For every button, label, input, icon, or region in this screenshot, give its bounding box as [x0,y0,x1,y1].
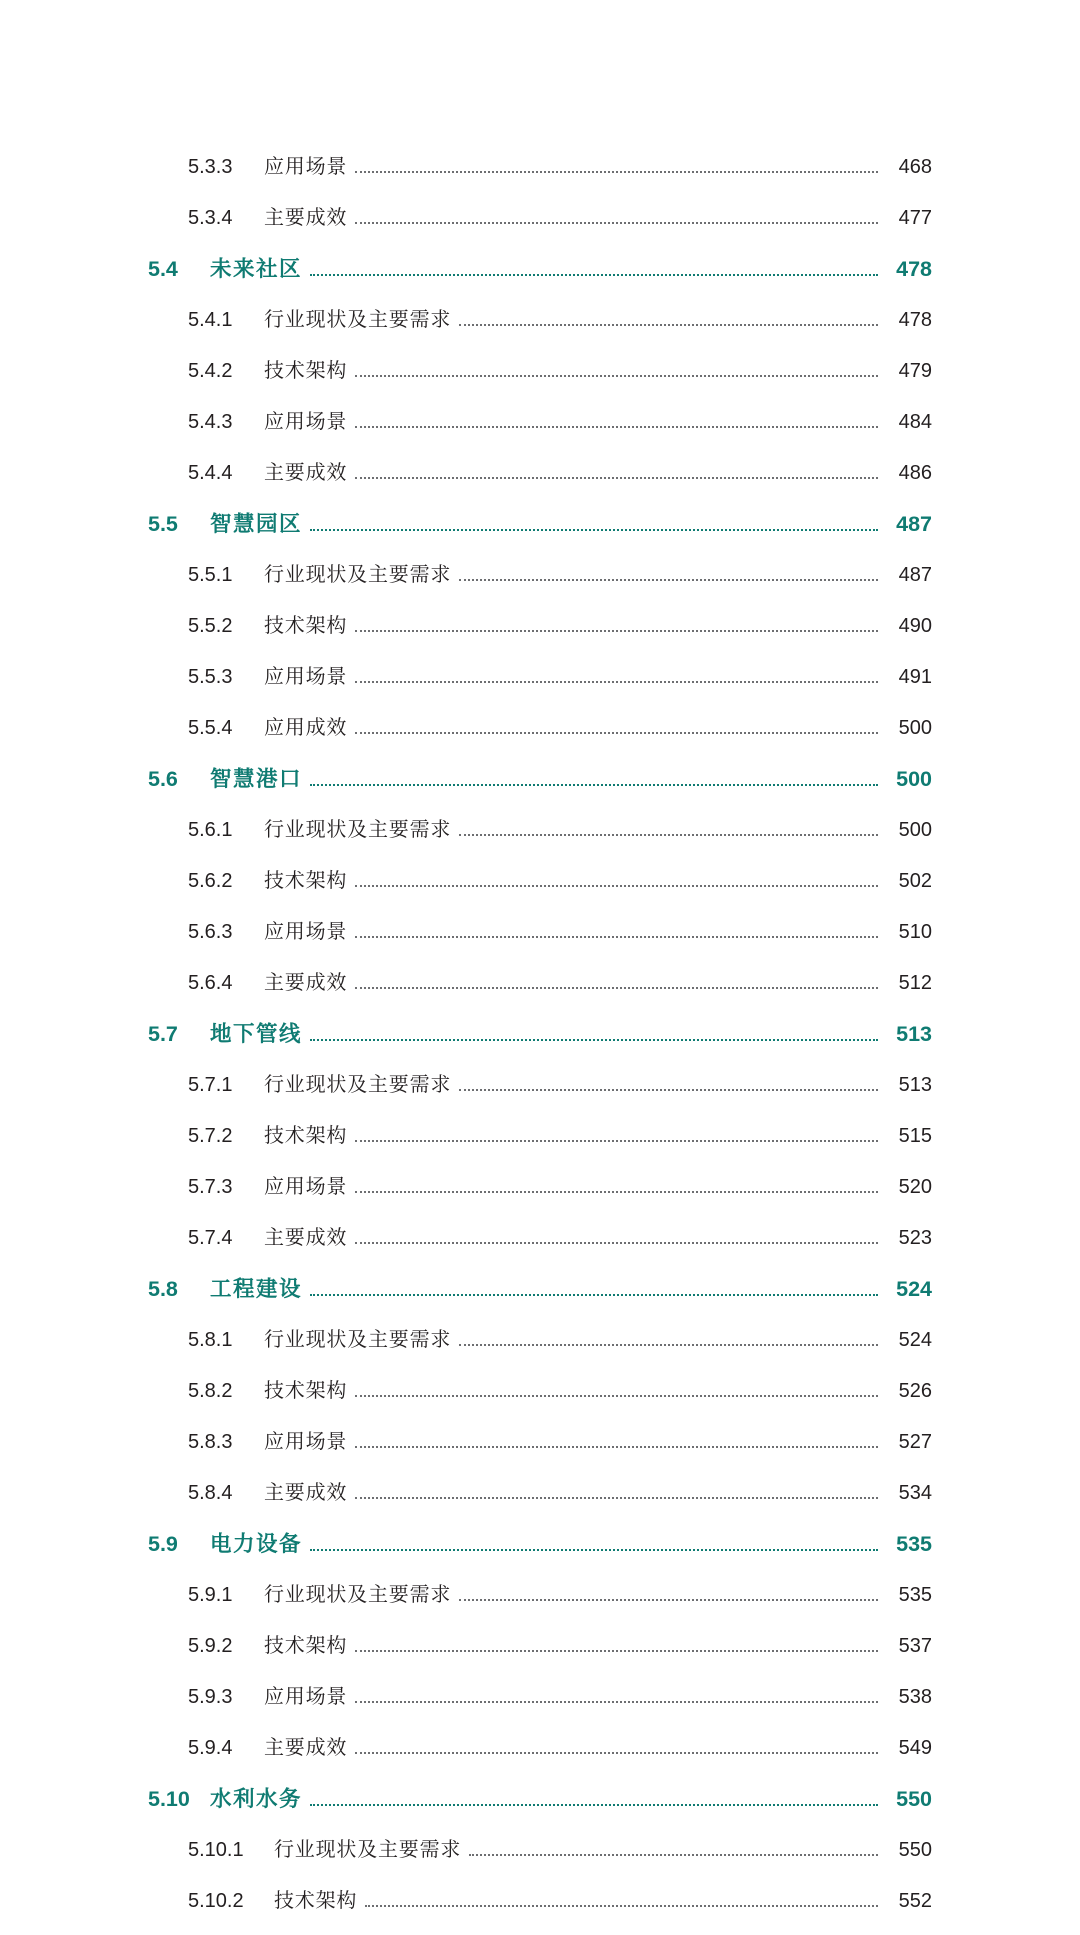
toc-entry[interactable] [148,1374,932,1425]
toc-entry-title: 应用场景 [264,1686,348,1708]
toc-entry-number: 5.6.4 [188,972,233,994]
toc-entry[interactable] [148,558,932,609]
toc-entry-number: 5.10.1 [188,1839,244,1861]
toc-entry-number: 5.5.3 [188,666,233,688]
toc-entry[interactable] [148,252,932,303]
toc-leader-dots [355,221,878,224]
toc-entry-page-number: 513 [896,1022,932,1046]
toc-entry-title: 主要成效 [264,207,348,229]
toc-leader-dots [459,1343,878,1346]
toc-entry-page-number: 515 [898,1125,932,1147]
toc-entry-page-number: 549 [898,1737,932,1759]
toc-leader-dots [355,1394,878,1397]
toc-entry-page-number: 500 [896,767,932,791]
toc-leader-dots [355,731,878,734]
toc-entry-title: 行业现状及主要需求 [264,1329,452,1351]
toc-entry[interactable] [148,150,932,201]
toc-entry-page-number: 500 [898,717,932,739]
toc-entry[interactable] [148,966,932,1017]
toc-entry[interactable] [148,762,932,813]
toc-entry[interactable] [148,915,932,966]
toc-entry-number: 5.4.3 [188,411,233,433]
toc-entry-number: 5.9 [148,1532,178,1556]
toc-entry[interactable] [148,1884,932,1935]
toc-entry-number: 5.5.2 [188,615,233,637]
toc-entry-page-number: 477 [898,207,932,229]
toc-entry-number: 5.9.4 [188,1737,233,1759]
toc-entry[interactable] [148,303,932,354]
toc-entry-page-number: 527 [898,1431,932,1453]
toc-entry-title: 行业现状及主要需求 [274,1839,462,1861]
toc-entry[interactable] [148,1119,932,1170]
table-of-contents [148,150,932,1935]
toc-entry-title: 工程建设 [210,1277,303,1301]
toc-entry-title: 电力设备 [210,1532,303,1556]
toc-entry-title: 行业现状及主要需求 [264,1584,452,1606]
toc-entry-number: 5.3.4 [188,207,233,229]
toc-leader-dots [310,1803,878,1806]
toc-entry-title: 技术架构 [264,615,348,637]
toc-leader-dots [355,935,878,938]
toc-entry-title: 应用场景 [264,666,348,688]
toc-entry-number: 5.6 [148,767,178,791]
toc-entry-title: 应用场景 [264,411,348,433]
toc-entry-number: 5.5 [148,512,178,536]
toc-leader-dots [355,170,878,173]
toc-entry-number: 5.8.2 [188,1380,233,1402]
toc-entry-page-number: 550 [898,1839,932,1861]
toc-entry-page-number: 552 [898,1890,932,1912]
toc-entry-page-number: 478 [896,257,932,281]
toc-leader-dots [355,1496,878,1499]
toc-entry-number: 5.3.3 [188,156,233,178]
toc-leader-dots [355,1700,878,1703]
toc-entry-number: 5.5.1 [188,564,233,586]
toc-leader-dots [355,374,878,377]
toc-leader-dots [355,1649,878,1652]
toc-entry-number: 5.10.2 [188,1890,244,1912]
toc-leader-dots [310,1038,878,1041]
toc-entry-number: 5.8.4 [188,1482,233,1504]
toc-entry-page-number: 510 [898,921,932,943]
toc-leader-dots [469,1853,878,1856]
toc-entry-number: 5.8 [148,1277,178,1301]
toc-leader-dots [459,323,878,326]
toc-entry-title: 技术架构 [264,360,348,382]
toc-entry-page-number: 512 [898,972,932,994]
toc-entry[interactable] [148,405,932,456]
toc-entry-page-number: 535 [898,1584,932,1606]
toc-leader-dots [355,884,878,887]
toc-entry-page-number: 486 [898,462,932,484]
toc-entry-number: 5.6.3 [188,921,233,943]
toc-entry-page-number: 490 [898,615,932,637]
toc-leader-dots [355,986,878,989]
toc-entry[interactable] [148,711,932,762]
toc-entry[interactable] [148,660,932,711]
toc-leader-dots [459,578,878,581]
toc-entry-title: 技术架构 [264,1125,348,1147]
toc-entry[interactable] [148,507,932,558]
toc-entry[interactable] [148,1731,932,1782]
toc-leader-dots [310,783,878,786]
toc-entry[interactable] [148,1833,932,1884]
toc-entry-page-number: 468 [898,156,932,178]
toc-entry-page-number: 524 [898,1329,932,1351]
toc-entry-title: 行业现状及主要需求 [264,819,452,841]
toc-entry-title: 技术架构 [274,1890,358,1912]
toc-entry-title: 应用场景 [264,1176,348,1198]
toc-entry-page-number: 526 [898,1380,932,1402]
toc-entry-title: 主要成效 [264,972,348,994]
toc-leader-dots [355,425,878,428]
toc-entry-number: 5.9.1 [188,1584,233,1606]
toc-entry-number: 5.9.2 [188,1635,233,1657]
toc-entry-title: 未来社区 [210,257,303,281]
toc-entry[interactable] [148,813,932,864]
toc-entry-page-number: 500 [898,819,932,841]
toc-entry-title: 应用场景 [264,921,348,943]
toc-entry[interactable] [148,1629,932,1680]
toc-entry-title: 应用场景 [264,156,348,178]
toc-entry-title: 应用成效 [264,717,348,739]
toc-entry-number: 5.7.1 [188,1074,233,1096]
toc-entry-title: 主要成效 [264,462,348,484]
toc-entry-number: 5.7 [148,1022,178,1046]
toc-entry[interactable] [148,201,932,252]
toc-entry[interactable] [148,1221,932,1272]
toc-leader-dots [355,1445,878,1448]
toc-entry-page-number: 538 [898,1686,932,1708]
toc-leader-dots [355,1241,878,1244]
toc-entry-title: 技术架构 [264,870,348,892]
toc-entry-title: 智慧港口 [210,767,303,791]
toc-entry-title: 行业现状及主要需求 [264,564,452,586]
toc-entry[interactable] [148,1272,932,1323]
toc-entry-title: 主要成效 [264,1227,348,1249]
toc-leader-dots [355,1139,878,1142]
toc-entry-number: 5.6.2 [188,870,233,892]
toc-leader-dots [355,476,878,479]
toc-leader-dots [355,1190,878,1193]
toc-entry-title: 水利水务 [210,1787,303,1811]
toc-entry-title: 技术架构 [264,1635,348,1657]
toc-entry-number: 5.7.4 [188,1227,233,1249]
toc-entry-page-number: 524 [896,1277,932,1301]
toc-entry[interactable] [148,456,932,507]
toc-leader-dots [310,528,878,531]
toc-entry-number: 5.4.1 [188,309,233,331]
toc-leader-dots [459,1598,878,1601]
toc-entry-page-number: 523 [898,1227,932,1249]
toc-entry-page-number: 478 [898,309,932,331]
toc-entry[interactable] [148,1323,932,1374]
toc-entry-title: 智慧园区 [210,512,303,536]
toc-entry[interactable] [148,1170,932,1221]
toc-leader-dots [355,1751,878,1754]
toc-entry-number: 5.4 [148,257,178,281]
toc-entry[interactable] [148,609,932,660]
toc-entry-title: 应用场景 [264,1431,348,1453]
toc-leader-dots [459,1088,878,1091]
toc-leader-dots [459,833,878,836]
toc-entry-title: 技术架构 [264,1380,348,1402]
toc-leader-dots [355,629,878,632]
toc-entry-page-number: 487 [898,564,932,586]
toc-entry[interactable] [148,1068,932,1119]
toc-leader-dots [310,1548,878,1551]
toc-entry-page-number: 534 [898,1482,932,1504]
toc-entry[interactable] [148,1680,932,1731]
toc-entry-number: 5.9.3 [188,1686,233,1708]
toc-leader-dots [310,273,878,276]
toc-entry[interactable] [148,354,932,405]
toc-entry-page-number: 484 [898,411,932,433]
toc-entry[interactable] [148,864,932,915]
toc-entry[interactable] [148,1782,932,1833]
toc-entry-page-number: 513 [898,1074,932,1096]
toc-entry-page-number: 491 [898,666,932,688]
toc-entry-page-number: 535 [896,1532,932,1556]
toc-entry-title: 主要成效 [264,1482,348,1504]
toc-entry-number: 5.6.1 [188,819,233,841]
toc-entry-title: 行业现状及主要需求 [264,309,452,331]
toc-entry-number: 5.8.1 [188,1329,233,1351]
toc-entry-number: 5.4.4 [188,462,233,484]
toc-leader-dots [365,1904,878,1907]
toc-entry-number: 5.5.4 [188,717,233,739]
toc-leader-dots [355,680,878,683]
toc-entry-number: 5.7.3 [188,1176,233,1198]
toc-entry[interactable] [148,1425,932,1476]
toc-entry[interactable] [148,1527,932,1578]
toc-entry-page-number: 550 [896,1787,932,1811]
toc-entry[interactable] [148,1476,932,1527]
toc-entry-number: 5.7.2 [188,1125,233,1147]
toc-entry-page-number: 479 [898,360,932,382]
toc-entry-number: 5.8.3 [188,1431,233,1453]
toc-entry-page-number: 502 [898,870,932,892]
toc-entry[interactable] [148,1578,932,1629]
toc-entry-number: 5.4.2 [188,360,233,382]
toc-entry[interactable] [148,1017,932,1068]
toc-entry-number: 5.10 [148,1787,190,1811]
toc-entry-title: 地下管线 [210,1022,303,1046]
toc-entry-page-number: 537 [898,1635,932,1657]
toc-entry-title: 行业现状及主要需求 [264,1074,452,1096]
toc-entry-page-number: 520 [898,1176,932,1198]
toc-leader-dots [310,1293,878,1296]
toc-entry-page-number: 487 [896,512,932,536]
toc-entry-title: 主要成效 [264,1737,348,1759]
